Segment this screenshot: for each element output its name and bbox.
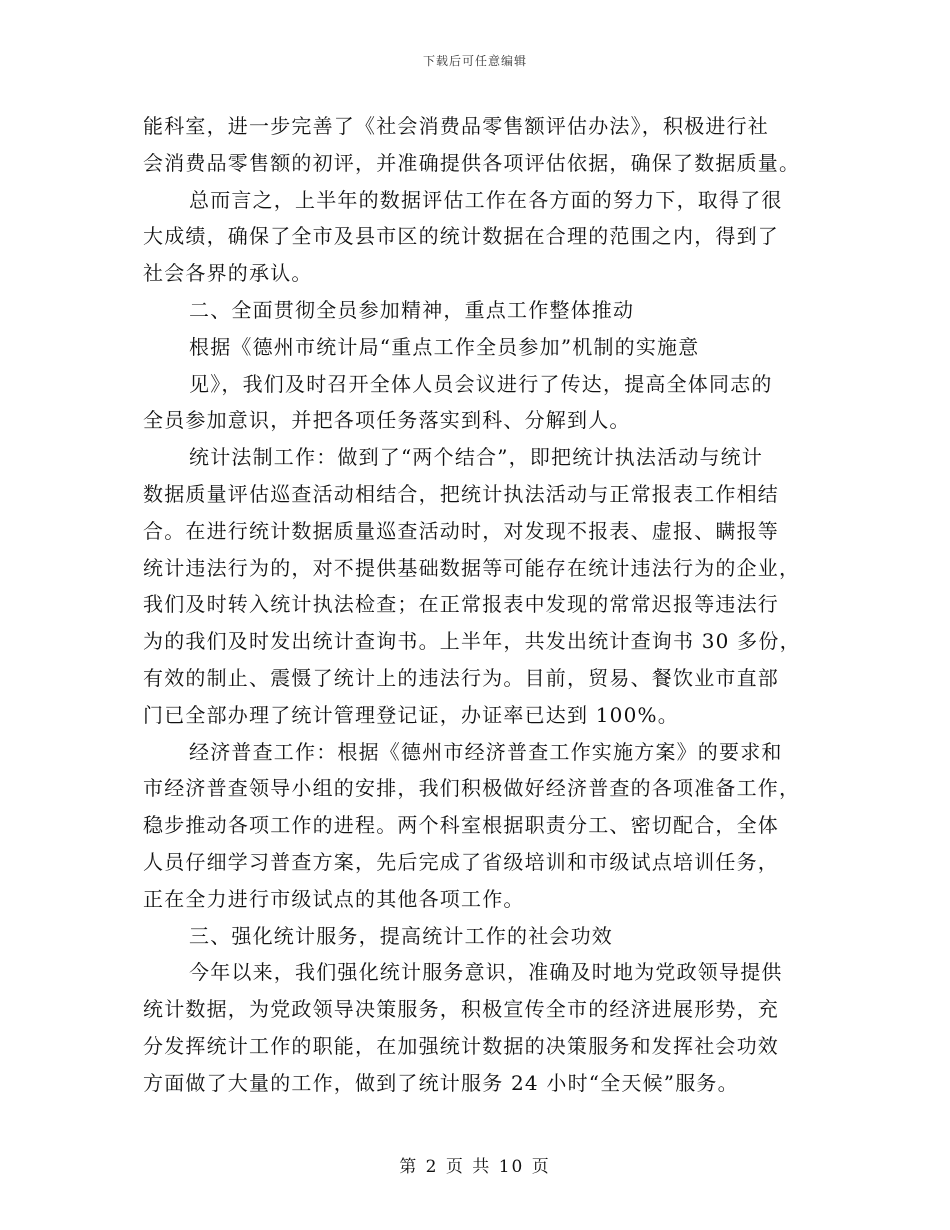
text-line: 根据《德州市统计局“重点工作全员参加”机制的实施意: [189, 334, 700, 359]
page-header: 下载后可任意编辑: [422, 54, 527, 68]
text-line: 我们及时转入统计执法检查；在正常报表中发现的常常迟报等违法行: [143, 592, 779, 617]
text-line: 经济普查工作：根据《德州市经济普查工作实施方案》的要求和: [189, 739, 783, 764]
text-line: 统计法制工作：做到了“两个结合”，即把统计执法活动与统计: [189, 445, 764, 470]
text-line: 合。在进行统计数据质量巡查活动时，对发现不报表、虚报、瞒报等: [143, 518, 779, 543]
text-line: 今年以来，我们强化统计服务意识，准确及时地为党政领导提供: [189, 960, 783, 985]
document-body: [143, 108, 811, 1102]
section-heading: 二、全面贯彻全员参加精神，重点工作整体推动: [189, 297, 635, 322]
text-line: 见》，我们及时召开全体人员会议进行了传达，提高全体同志的: [189, 371, 773, 396]
text-line: 市经济普查领导小组的安排，我们积极做好经济普查的各项准备工作，: [143, 776, 801, 801]
text-line: 分发挥统计工作的职能，在加强统计数据的决策服务和发挥社会功效: [143, 1033, 779, 1058]
text-line: 门已全部办理了统计管理登记证，办证率已达到 100%。: [143, 702, 679, 727]
section-heading: 三、强化统计服务，提高统计工作的社会功效: [189, 923, 613, 948]
text-line: 数据质量评估巡查活动相结合，把统计执法活动与正常报表工作相结: [143, 481, 779, 506]
text-line: 会消费品零售额的初评，并准确提供各项评估依据，确保了数据质量。: [143, 150, 801, 175]
text-line: 人员仔细学习普查方案，先后完成了省级培训和市级试点培训任务，: [143, 849, 779, 874]
text-line: 总而言之，上半年的数据评估工作在各方面的努力下，取得了很: [189, 187, 783, 212]
text-line: 能科室，进一步完善了《社会消费品零售额评估办法》，积极进行社: [143, 114, 769, 138]
text-line: 统计数据，为党政领导决策服务，积极宣传全市的经济进展形势，充: [143, 997, 779, 1022]
text-line: 大成绩，确保了全市及县市区的统计数据在合理的范围之内，得到了: [143, 224, 779, 249]
text-line: 为的我们及时发出统计查询书。上半年，共发出统计查询书 30 多份，: [143, 629, 801, 654]
text-line: 稳步推动各项工作的进程。两个科室根据职责分工、密切配合，全体: [143, 813, 779, 838]
text-line: 有效的制止、震慑了统计上的违法行为。目前，贸易、餐饮业市直部: [143, 665, 779, 690]
text-line: 社会各界的承认。: [143, 261, 313, 286]
text-line: 全员参加意识，并把各项任务落实到科、分解到人。: [143, 408, 631, 433]
text-line: 正在全力进行市级试点的其他各项工作。: [143, 886, 525, 911]
text-line: 方面做了大量的工作，做到了统计服务 24 小时“全天候”服务。: [143, 1070, 739, 1095]
page-number: 第 2 页 共 10 页: [399, 1157, 551, 1177]
text-line: 统计违法行为的，对不提供基础数据等可能存在统计违法行为的企业，: [143, 555, 801, 580]
